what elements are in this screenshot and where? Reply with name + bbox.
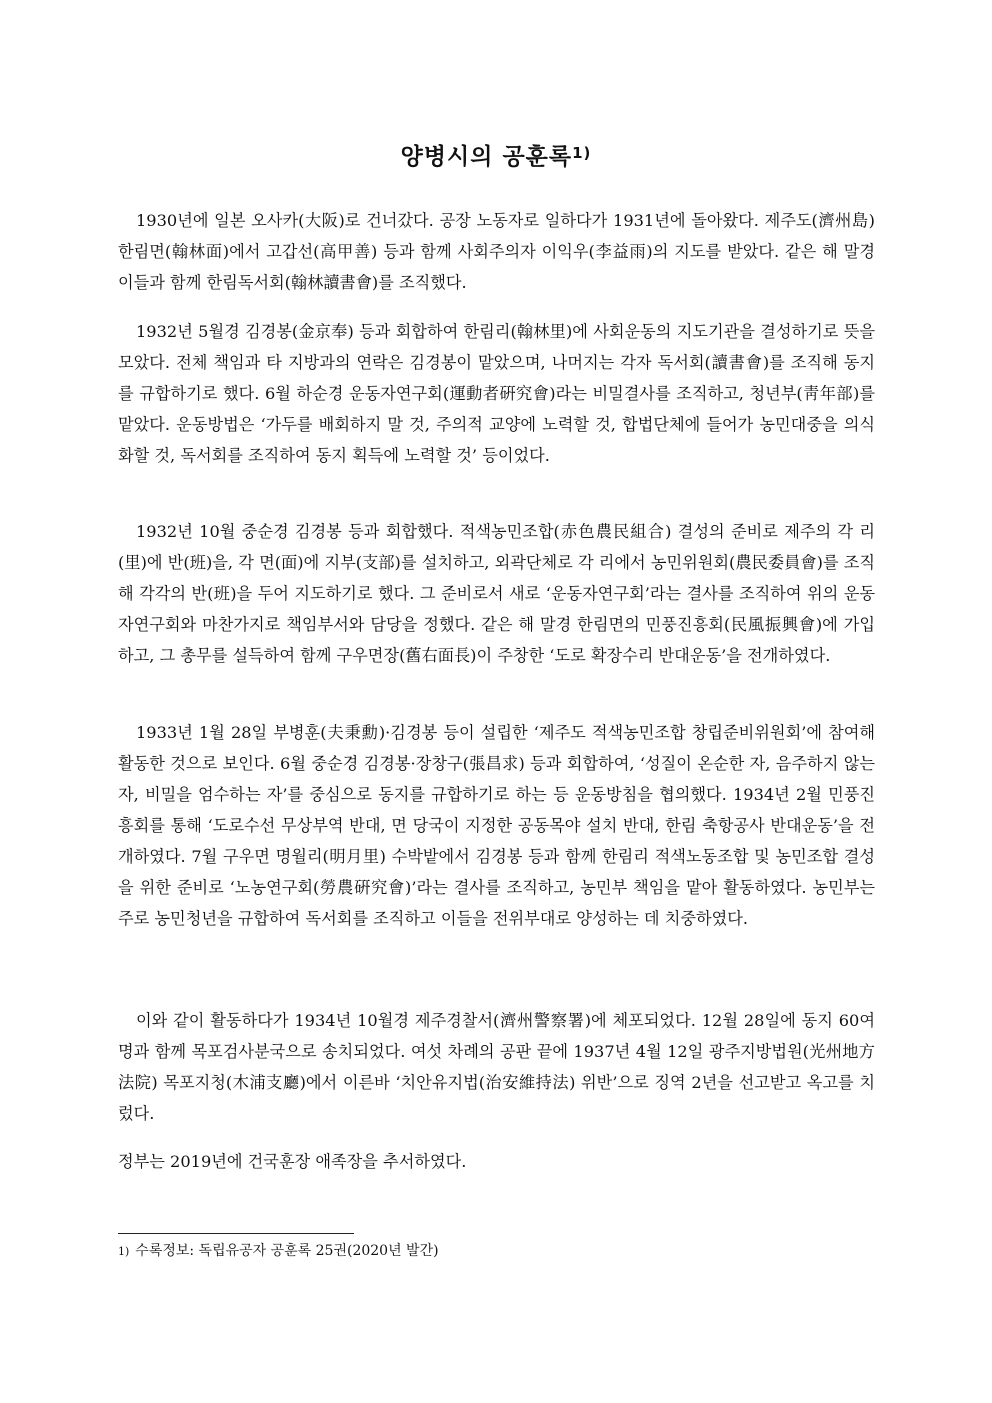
paragraph-1: 1930년에 일본 오사카(大阪)로 건너갔다. 공장 노동자로 일하다가 1931년에 돌아왔다. 제주도(濟州島) 한림면(翰林面)에서 고갑선(高甲善) 등과 함께 사회주의자 이익우(李益雨)의 지도를 받았다. 같은 해 말경 이들과 함께 한림독서회(翰林讀書會)를 조직했다.	[118, 211, 875, 292]
paragraph-4: 1933년 1월 28일 부병훈(夫秉勳)·김경봉 등이 설립한 ‘제주도 적색농민조합 창립준비위원회’에 참여해 활동한 것으로 보인다. 6월 중순경 김경봉·장창구(張昌求) 등과 회합하여, ‘성질이 온순한 자, 음주하지 않는 자, 비밀을 엄수하는 자’를 중심으로 동지를 규합하기로 하는 등 운동방침을 협의했다. 1934년 2월 민풍진흥회를 통해 ‘도로수선 무상부역 반대, 면 당국이 지정한 공동목야 설치 반대, 한림 축항공사 반대운동’을 전개하였다. 7월 구우면 명월리(明月里) 수박밭에서 김경봉 등과 함께 한림리 적색노동조합 및 농민조합 결성을 위한 준비로 ‘노농연구회(勞農硏究會)’라는 결사를 조직하고, 농민부 책임을 맡아 활동하였다. 농민부는 주로 농민청년을 규합하여 독서회를 조직하고 이들을 전위부대로 양성하는 데 치중하였다.	[118, 723, 875, 928]
title-footnote-ref[interactable]: 1)	[572, 144, 592, 162]
page-title	[0, 138, 992, 171]
paragraph-6: 정부는 2019년에 건국훈장 애족장을 추서하였다.	[118, 1152, 467, 1171]
footnote-text: 수록정보: 독립유공자 공훈록 25권(2020년 발간)	[135, 1243, 439, 1259]
title-text: 양병시의 공훈록	[400, 144, 573, 170]
paragraph-2: 1932년 5월경 김경봉(金京奉) 등과 회합하여 한림리(翰林里)에 사회운동의 지도기관을 결성하기로 뜻을 모았다. 전체 책임과 타 지방과의 연락은 김경봉이 맡았으며, 나머지는 각자 독서회(讀書會)를 조직해 동지를 규합하기로 했다. 6월 하순경 운동자연구회(運動者硏究會)라는 비밀결사를 조직하고, 청년부(靑年部)를 맡았다. 운동방법은 ‘가두를 배회하지 말 것, 주의적 교양에 노력할 것, 합법단체에 들어가 농민대중을 의식화할 것, 독서회를 조직하여 동지 획득에 노력할 것’ 등이었다.	[118, 322, 875, 465]
paragraph-5: 이와 같이 활동하다가 1934년 10월경 제주경찰서(濟州警察署)에 체포되었다. 12월 28일에 동지 60여 명과 함께 목포검사분국으로 송치되었다. 여섯 차례의 공판 끝에 1937년 4월 12일 광주지방법원(光州地方法院) 목포지청(木浦支廳)에서 이른바 ‘치안유지법(治安維持法) 위반’으로 징역 2년을 선고받고 옥고를 치렀다.	[118, 1011, 875, 1123]
paragraph-3: 1932년 10월 중순경 김경봉 등과 회합했다. 적색농민조합(赤色農民組合) 결성의 준비로 제주의 각 리(里)에 반(班)을, 각 면(面)에 지부(支部)를 설치하고, 외곽단체로 각 리에서 농민위원회(農民委員會)를 조직해 각각의 반(班)을 두어 지도하기로 했다. 그 준비로서 새로 ‘운동자연구회’라는 결사를 조직하여 위의 운동자연구회와 마찬가지로 책임부서와 담당을 정했다. 같은 해 말경 한림면의 민풍진흥회(民風振興會)에 가입하고, 그 총무를 설득하여 함께 구우면장(舊右面長)이 주창한 ‘도로 확장수리 반대운동’을 전개하였다.	[118, 522, 875, 665]
footnote-divider	[118, 1233, 354, 1234]
footnote	[118, 1240, 439, 1263]
footnote-marker: 1)	[118, 1245, 130, 1258]
